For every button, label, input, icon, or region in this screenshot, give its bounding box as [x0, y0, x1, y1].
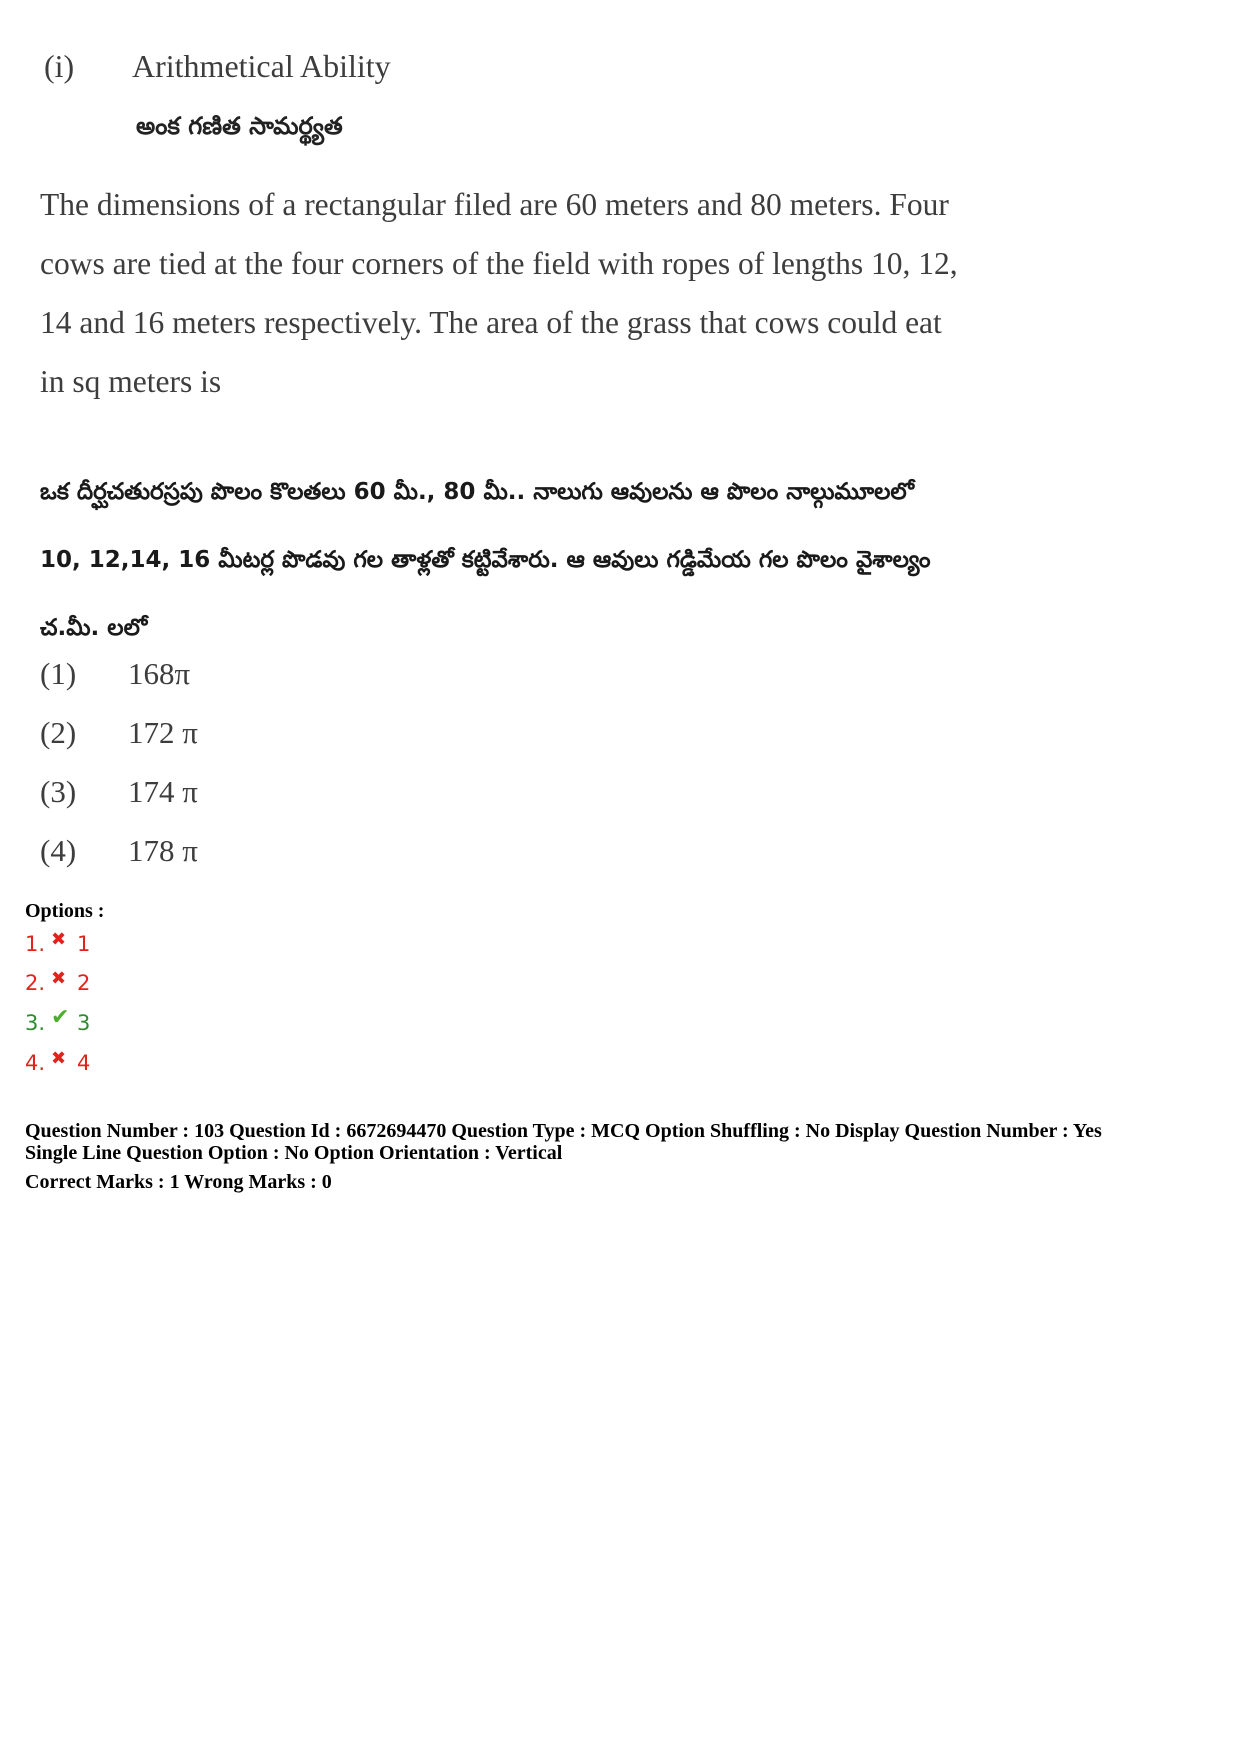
options-heading: Options : — [25, 900, 105, 922]
choice-item — [40, 715, 198, 751]
question-image — [0, 0, 1100, 900]
section-title-english: Arithmetical Ability — [132, 48, 391, 84]
choice-item — [40, 833, 198, 869]
cross-icon: ✖ — [51, 968, 67, 989]
question-line-telugu: 10, 12,14, 16 మీటర్ల పొడవు గల తాళ్లతో కట్టివేశారు. ఆ ఆవులు గడ్డిమేయ గల పొలం వైశాల్యం — [40, 547, 931, 573]
choice-number: (2) — [40, 715, 77, 750]
question-line: 14 and 16 meters respectively. The area of the grass that cows could eat — [40, 305, 942, 340]
choice-number: (3) — [40, 774, 77, 809]
question-line-telugu: ఒక దీర్ఘచతురస్రపు పొలం కొలతలు 60 మీ., 80 మీ.. నాలుగు ఆవులను ఆ పొలం నాల్గుమూలలో — [40, 479, 915, 505]
option-index: 3. — [25, 1011, 46, 1035]
question-line: The dimensions of a rectangular filed are 60 meters and 80 meters. Four — [40, 187, 949, 222]
choice-text: 178 π — [128, 833, 198, 868]
choice-number: (4) — [40, 833, 77, 868]
option-value: 4 — [77, 1051, 91, 1075]
choice-text: 168π — [128, 656, 191, 691]
question-meta-line: Question Number : 103 Question Id : 6672694470 Question Type : MCQ Option Shuffling : No Display Question Number : Yes — [25, 1120, 1102, 1142]
marks-line: Correct Marks : 1 Wrong Marks : 0 — [25, 1171, 332, 1193]
question-line: in sq meters is — [40, 364, 222, 399]
choice-item — [40, 656, 190, 692]
option-item — [25, 1048, 91, 1075]
question-line-telugu: చ.మీ. లలో — [40, 615, 148, 641]
choice-text: 172 π — [128, 715, 198, 750]
checkmark-icon: ✔ — [51, 1005, 70, 1030]
option-index: 1. — [25, 932, 46, 956]
section-number: (i) — [44, 48, 75, 84]
option-value: 3 — [77, 1011, 91, 1035]
question-meta-line: Single Line Question Option : No Option Orientation : Vertical — [25, 1142, 563, 1164]
section-title-telugu: అంక గణిత సామర్థ్యత — [136, 112, 343, 140]
cross-icon: ✖ — [51, 1048, 67, 1069]
option-index: 2. — [25, 971, 46, 995]
question-line: cows are tied at the four corners of the field with ropes of lengths 10, 12, — [40, 246, 958, 281]
question-text-english — [40, 175, 1060, 411]
option-index: 4. — [25, 1051, 46, 1075]
cross-icon: ✖ — [51, 929, 67, 950]
option-item — [25, 968, 91, 995]
choice-item — [40, 774, 198, 810]
choice-text: 174 π — [128, 774, 198, 809]
option-item-correct — [25, 1005, 91, 1036]
question-text-telugu — [40, 458, 1070, 662]
option-value: 1 — [77, 932, 91, 956]
option-value: 2 — [77, 971, 91, 995]
option-item — [25, 929, 91, 956]
choice-number: (1) — [40, 656, 77, 691]
